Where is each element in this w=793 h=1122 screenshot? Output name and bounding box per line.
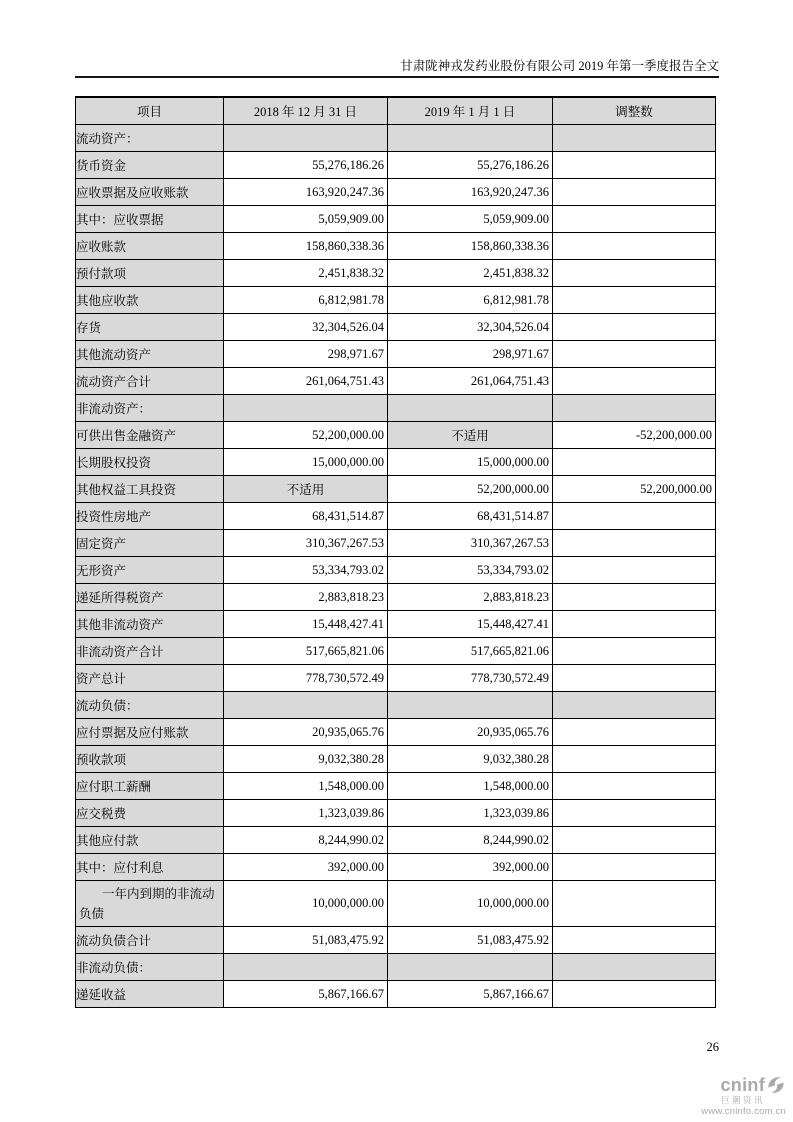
value-adjustment [553, 773, 716, 800]
row-label: 存货 [76, 314, 224, 341]
value-2019: 52,200,000.00 [388, 476, 553, 503]
table-row [76, 152, 716, 179]
value-2019: 517,665,821.06 [388, 638, 553, 665]
value-2019: 68,431,514.87 [388, 503, 553, 530]
value-2018: 9,032,380.28 [224, 746, 388, 773]
value-adjustment [553, 125, 716, 152]
value-2019: 392,000.00 [388, 854, 553, 881]
value-2018: 778,730,572.49 [224, 665, 388, 692]
table-row [76, 233, 716, 260]
table-row [76, 800, 716, 827]
row-label: 应收票据及应收账款 [76, 179, 224, 206]
table-row [76, 179, 716, 206]
value-adjustment [553, 530, 716, 557]
logo-brand-row [701, 1075, 786, 1095]
value-adjustment: 52,200,000.00 [553, 476, 716, 503]
value-adjustment [553, 719, 716, 746]
value-2019 [388, 692, 553, 719]
value-2018: 392,000.00 [224, 854, 388, 881]
value-2018: 158,860,338.36 [224, 233, 388, 260]
value-adjustment [553, 260, 716, 287]
row-label: 其他非流动资产 [76, 611, 224, 638]
table-row [76, 206, 716, 233]
table-row [76, 530, 716, 557]
value-2018: 5,059,909.00 [224, 206, 388, 233]
table-row [76, 927, 716, 954]
value-2019: 53,334,793.02 [388, 557, 553, 584]
table-row [76, 557, 716, 584]
value-adjustment [553, 179, 716, 206]
balance-sheet-table [75, 96, 716, 1008]
row-label: 预付款项 [76, 260, 224, 287]
value-adjustment [553, 557, 716, 584]
value-2018: 不适用 [224, 476, 388, 503]
logo-brand-text: cninf [720, 1075, 765, 1095]
row-label: 资产总计 [76, 665, 224, 692]
table-body [76, 125, 716, 1008]
value-adjustment [553, 287, 716, 314]
table-row [76, 422, 716, 449]
row-label: 无形资产 [76, 557, 224, 584]
section-row [76, 954, 716, 981]
value-2019: 不适用 [388, 422, 553, 449]
value-2018: 163,920,247.36 [224, 179, 388, 206]
value-2018: 517,665,821.06 [224, 638, 388, 665]
row-label: 流动负债： [76, 692, 224, 719]
value-adjustment [553, 503, 716, 530]
row-label: 一年内到期的非流动负债 [76, 881, 224, 927]
value-2019: 5,059,909.00 [388, 206, 553, 233]
value-adjustment [553, 395, 716, 422]
table-row [76, 854, 716, 881]
table-row [76, 584, 716, 611]
value-adjustment [553, 954, 716, 981]
value-2019: 298,971.67 [388, 341, 553, 368]
row-label: 递延收益 [76, 981, 224, 1008]
value-2018: 51,083,475.92 [224, 927, 388, 954]
row-label: 递延所得税资产 [76, 584, 224, 611]
table-row [76, 341, 716, 368]
value-2019: 261,064,751.43 [388, 368, 553, 395]
value-2019: 6,812,981.78 [388, 287, 553, 314]
value-adjustment [553, 152, 716, 179]
value-2018: 15,000,000.00 [224, 449, 388, 476]
value-2018: 8,244,990.02 [224, 827, 388, 854]
value-2019 [388, 395, 553, 422]
value-2019: 778,730,572.49 [388, 665, 553, 692]
column-header-adjustment: 调整数 [553, 97, 716, 125]
value-2018: 2,883,818.23 [224, 584, 388, 611]
value-2019: 310,367,267.53 [388, 530, 553, 557]
value-2019 [388, 954, 553, 981]
value-2019: 51,083,475.92 [388, 927, 553, 954]
table-row [76, 368, 716, 395]
table-row [76, 665, 716, 692]
value-adjustment [553, 341, 716, 368]
row-label: 应交税费 [76, 800, 224, 827]
value-adjustment [553, 233, 716, 260]
row-label: 固定资产 [76, 530, 224, 557]
value-adjustment [553, 881, 716, 927]
value-2018: 68,431,514.87 [224, 503, 388, 530]
value-2019: 15,000,000.00 [388, 449, 553, 476]
row-label: 应付票据及应付账款 [76, 719, 224, 746]
row-label: 流动资产： [76, 125, 224, 152]
value-2018: 2,451,838.32 [224, 260, 388, 287]
value-2019: 2,883,818.23 [388, 584, 553, 611]
value-2019: 1,323,039.86 [388, 800, 553, 827]
value-2018 [224, 395, 388, 422]
row-label: 流动负债合计 [76, 927, 224, 954]
table-row [76, 773, 716, 800]
value-2019: 55,276,186.26 [388, 152, 553, 179]
row-label: 长期股权投资 [76, 449, 224, 476]
section-row [76, 125, 716, 152]
logo-chinese-name: 巨潮资讯 [720, 1095, 765, 1105]
value-2018: 32,304,526.04 [224, 314, 388, 341]
row-label: 应收账款 [76, 233, 224, 260]
table-row [76, 638, 716, 665]
value-2018: 53,334,793.02 [224, 557, 388, 584]
value-2018: 55,276,186.26 [224, 152, 388, 179]
value-2019: 20,935,065.76 [388, 719, 553, 746]
document-header-title: 甘肃陇神戎发药业股份有限公司 2019 年第一季度报告全文 [400, 59, 719, 73]
table-row [76, 881, 716, 927]
row-label: 应付职工薪酬 [76, 773, 224, 800]
cninfo-logo [701, 1075, 786, 1116]
table-row [76, 449, 716, 476]
value-2018: 20,935,065.76 [224, 719, 388, 746]
value-2019: 1,548,000.00 [388, 773, 553, 800]
value-adjustment [553, 746, 716, 773]
column-header-2019: 2019 年 1 月 1 日 [388, 97, 553, 125]
page-number: 26 [706, 1040, 719, 1054]
value-2019: 158,860,338.36 [388, 233, 553, 260]
value-adjustment [553, 449, 716, 476]
row-label: 预收款项 [76, 746, 224, 773]
table-row [76, 719, 716, 746]
row-label: 货币资金 [76, 152, 224, 179]
row-label: 其他应付款 [76, 827, 224, 854]
logo-url-text: www.cninfo.com.cn [701, 1105, 786, 1117]
value-adjustment [553, 800, 716, 827]
row-label: 其中：应收票据 [76, 206, 224, 233]
header-rule [75, 76, 719, 78]
value-2018: 261,064,751.43 [224, 368, 388, 395]
table-row [76, 287, 716, 314]
row-label: 非流动负债： [76, 954, 224, 981]
value-2019: 9,032,380.28 [388, 746, 553, 773]
value-adjustment [553, 611, 716, 638]
table-row [76, 503, 716, 530]
value-2018: 6,812,981.78 [224, 287, 388, 314]
row-label: 可供出售金融资产 [76, 422, 224, 449]
value-adjustment [553, 692, 716, 719]
table-row [76, 746, 716, 773]
row-label: 其他应收款 [76, 287, 224, 314]
row-label: 投资性房地产 [76, 503, 224, 530]
value-2018: 15,448,427.41 [224, 611, 388, 638]
row-label: 其他流动资产 [76, 341, 224, 368]
value-2018: 298,971.67 [224, 341, 388, 368]
row-label: 其中：应付利息 [76, 854, 224, 881]
value-2018: 52,200,000.00 [224, 422, 388, 449]
value-adjustment [553, 981, 716, 1008]
value-2019 [388, 125, 553, 152]
value-adjustment [553, 368, 716, 395]
value-2018: 1,548,000.00 [224, 773, 388, 800]
value-2019: 8,244,990.02 [388, 827, 553, 854]
row-label: 非流动资产合计 [76, 638, 224, 665]
table-row [76, 314, 716, 341]
table-row [76, 981, 716, 1008]
value-2019: 2,451,838.32 [388, 260, 553, 287]
value-adjustment [553, 584, 716, 611]
value-adjustment [553, 665, 716, 692]
value-adjustment [553, 314, 716, 341]
table-header-row [76, 97, 716, 125]
row-label: 其他权益工具投资 [76, 476, 224, 503]
column-header-2018: 2018 年 12 月 31 日 [224, 97, 388, 125]
value-2019: 5,867,166.67 [388, 981, 553, 1008]
value-adjustment: -52,200,000.00 [553, 422, 716, 449]
row-label: 非流动资产： [76, 395, 224, 422]
value-adjustment [553, 854, 716, 881]
value-adjustment [553, 827, 716, 854]
value-2018: 310,367,267.53 [224, 530, 388, 557]
value-adjustment [553, 927, 716, 954]
value-2018 [224, 692, 388, 719]
value-2018 [224, 954, 388, 981]
table-row [76, 611, 716, 638]
row-label: 流动资产合计 [76, 368, 224, 395]
section-row [76, 692, 716, 719]
section-row [76, 395, 716, 422]
value-2018: 5,867,166.67 [224, 981, 388, 1008]
table-row [76, 476, 716, 503]
value-2019: 163,920,247.36 [388, 179, 553, 206]
value-2019: 15,448,427.41 [388, 611, 553, 638]
table-row [76, 260, 716, 287]
value-adjustment [553, 638, 716, 665]
value-adjustment [553, 206, 716, 233]
column-header-item: 项目 [76, 97, 224, 125]
value-2018 [224, 125, 388, 152]
value-2018: 1,323,039.86 [224, 800, 388, 827]
table-row [76, 827, 716, 854]
value-2019: 32,304,526.04 [388, 314, 553, 341]
cninfo-swirl-icon [766, 1075, 786, 1095]
value-2019: 10,000,000.00 [388, 881, 553, 927]
value-2018: 10,000,000.00 [224, 881, 388, 927]
